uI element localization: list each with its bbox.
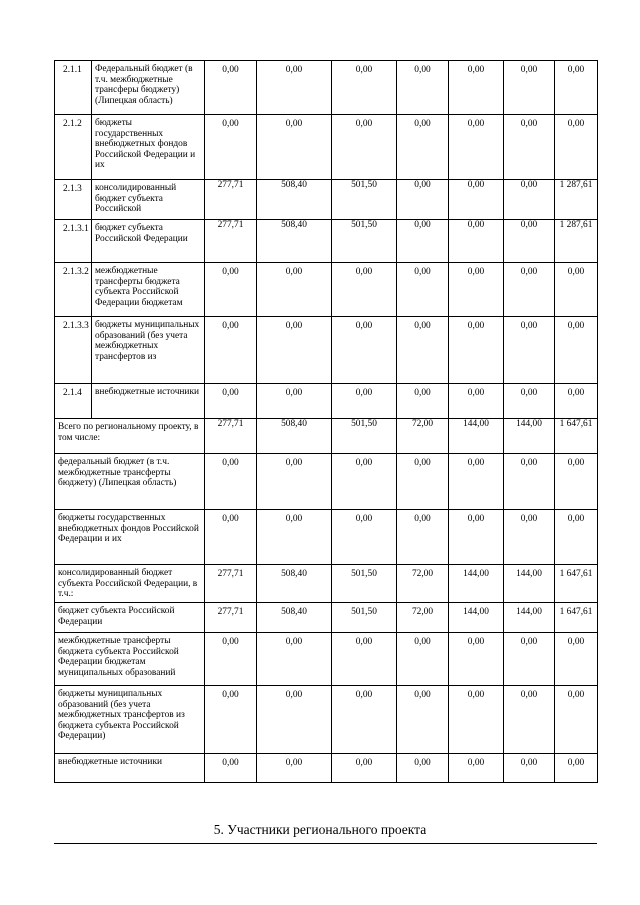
value-cell: 501,50 (332, 603, 397, 633)
value-cell: 0,00 (555, 384, 598, 419)
value-cell: 0,00 (257, 384, 332, 419)
value-cell: 0,00 (504, 454, 555, 510)
value-cell: 72,00 (397, 603, 449, 633)
value-cell: 0,00 (257, 61, 332, 115)
value-cell: 0,00 (449, 220, 504, 263)
value-cell: 72,00 (397, 419, 449, 454)
value-cell: 0,00 (449, 633, 504, 686)
row-name: бюджеты муниципальных образований (без учета межбюджетных трансфертов из (92, 317, 205, 384)
value-cell: 0,00 (332, 61, 397, 115)
value-cell: 144,00 (504, 565, 555, 603)
value-cell: 0,00 (449, 754, 504, 783)
value-cell: 0,00 (504, 263, 555, 317)
value-cell: 72,00 (397, 565, 449, 603)
table-row (55, 754, 598, 783)
value-cell: 0,00 (332, 454, 397, 510)
value-cell: 501,50 (332, 180, 397, 220)
value-cell: 0,00 (555, 263, 598, 317)
value-cell: 508,40 (257, 565, 332, 603)
value-cell: 0,00 (257, 754, 332, 783)
table-row (55, 180, 598, 220)
value-cell: 144,00 (504, 603, 555, 633)
value-cell: 0,00 (397, 510, 449, 565)
value-cell: 0,00 (555, 633, 598, 686)
table-row (55, 384, 598, 419)
value-cell: 508,40 (257, 180, 332, 220)
value-cell: 0,00 (555, 686, 598, 754)
value-cell: 0,00 (257, 633, 332, 686)
value-cell: 144,00 (504, 419, 555, 454)
value-cell: 501,50 (332, 419, 397, 454)
value-cell: 1 287,61 (555, 220, 598, 263)
row-name: внебюджетные источники (92, 384, 205, 419)
value-cell: 0,00 (555, 754, 598, 783)
value-cell: 277,71 (205, 220, 257, 263)
value-cell: 0,00 (397, 454, 449, 510)
value-cell: 0,00 (504, 510, 555, 565)
value-cell: 501,50 (332, 220, 397, 263)
row-code: 2.1.3.1 (55, 220, 92, 263)
value-cell: 0,00 (205, 317, 257, 384)
value-cell: 0,00 (504, 317, 555, 384)
table-row (55, 603, 598, 633)
value-cell: 0,00 (449, 686, 504, 754)
row-name: бюджеты государственных внебюджетных фондов Российской Федерации и их (92, 115, 205, 180)
row-code: 2.1.1 (55, 61, 92, 115)
row-name: Федеральный бюджет (в т.ч. межбюджетные трансферы бюджету) (Липецкая область) (92, 61, 205, 115)
table-row (55, 61, 598, 115)
value-cell: 144,00 (449, 603, 504, 633)
row-name: межбюджетные трансферты бюджета субъекта Российской Федерации бюджетам муниципальных образований (55, 633, 205, 686)
value-cell: 0,00 (205, 754, 257, 783)
value-cell: 0,00 (397, 263, 449, 317)
value-cell: 0,00 (449, 454, 504, 510)
value-cell: 277,71 (205, 603, 257, 633)
row-code: 2.1.3.3 (55, 317, 92, 384)
table-row (55, 510, 598, 565)
row-name: консолидированный бюджет субъекта Российской (92, 180, 205, 220)
value-cell: 0,00 (332, 686, 397, 754)
value-cell: 277,71 (205, 180, 257, 220)
value-cell: 0,00 (449, 510, 504, 565)
value-cell: 0,00 (257, 454, 332, 510)
value-cell: 0,00 (449, 263, 504, 317)
value-cell: 0,00 (397, 180, 449, 220)
table-row (55, 686, 598, 754)
value-cell: 0,00 (257, 686, 332, 754)
value-cell: 0,00 (397, 61, 449, 115)
value-cell: 0,00 (332, 510, 397, 565)
table-row (55, 220, 598, 263)
table-row (55, 419, 598, 454)
value-cell: 0,00 (205, 61, 257, 115)
table-row (55, 565, 598, 603)
value-cell: 0,00 (504, 686, 555, 754)
value-cell: 1 647,61 (555, 603, 598, 633)
value-cell: 0,00 (205, 454, 257, 510)
table-row (55, 317, 598, 384)
value-cell: 0,00 (449, 384, 504, 419)
value-cell: 0,00 (332, 754, 397, 783)
value-cell: 0,00 (504, 220, 555, 263)
row-name: консолидированный бюджет субъекта Российской Федерации, в т.ч.: (55, 565, 205, 603)
value-cell: 0,00 (504, 384, 555, 419)
value-cell: 0,00 (504, 754, 555, 783)
value-cell: 144,00 (449, 419, 504, 454)
section-title: 5. Участники регионального проекта (213, 822, 427, 837)
row-code: 2.1.2 (55, 115, 92, 180)
value-cell: 0,00 (205, 384, 257, 419)
value-cell: 0,00 (332, 317, 397, 384)
value-cell: 501,50 (332, 565, 397, 603)
value-cell: 0,00 (504, 633, 555, 686)
value-cell: 0,00 (205, 510, 257, 565)
value-cell: 508,40 (257, 603, 332, 633)
row-name: бюджет субъекта Российской Федерации (55, 603, 205, 633)
value-cell: 0,00 (332, 263, 397, 317)
value-cell: 0,00 (205, 115, 257, 180)
table-row (55, 115, 598, 180)
row-code: 2.1.3.2 (55, 263, 92, 317)
value-cell: 277,71 (205, 565, 257, 603)
value-cell: 0,00 (397, 633, 449, 686)
value-cell: 0,00 (449, 317, 504, 384)
row-code: 2.1.4 (55, 384, 92, 419)
value-cell: 0,00 (257, 263, 332, 317)
value-cell: 0,00 (504, 61, 555, 115)
value-cell: 0,00 (504, 115, 555, 180)
value-cell: 0,00 (397, 754, 449, 783)
value-cell: 0,00 (205, 686, 257, 754)
value-cell: 0,00 (332, 633, 397, 686)
value-cell: 0,00 (205, 263, 257, 317)
section-divider (54, 843, 597, 844)
row-name: Всего по региональному проекту, в том числе: (55, 419, 205, 454)
value-cell: 144,00 (449, 565, 504, 603)
value-cell: 0,00 (555, 61, 598, 115)
value-cell: 0,00 (257, 317, 332, 384)
row-name: внебюджетные источники (55, 754, 205, 783)
row-name: бюджеты муниципальных образований (без учета межбюджетных трансфертов из бюджета субъекта Российской Федерации) (55, 686, 205, 754)
budget-table (54, 60, 598, 783)
value-cell: 0,00 (257, 115, 332, 180)
row-name: федеральный бюджет (в т.ч. межбюджетные трансферты бюджету) (Липецкая область) (55, 454, 205, 510)
value-cell: 0,00 (332, 115, 397, 180)
value-cell: 508,40 (257, 220, 332, 263)
value-cell: 508,40 (257, 419, 332, 454)
table-row (55, 263, 598, 317)
value-cell: 0,00 (397, 115, 449, 180)
value-cell: 0,00 (449, 61, 504, 115)
value-cell: 0,00 (555, 510, 598, 565)
value-cell: 0,00 (257, 510, 332, 565)
value-cell: 1 647,61 (555, 419, 598, 454)
value-cell: 1 647,61 (555, 565, 598, 603)
value-cell: 0,00 (449, 115, 504, 180)
value-cell: 0,00 (397, 220, 449, 263)
row-code: 2.1.3 (55, 180, 92, 220)
value-cell: 0,00 (332, 384, 397, 419)
row-name: бюджеты государственных внебюджетных фондов Российской Федерации и их (55, 510, 205, 565)
value-cell: 277,71 (205, 419, 257, 454)
value-cell: 1 287,61 (555, 180, 598, 220)
value-cell: 0,00 (397, 686, 449, 754)
value-cell: 0,00 (397, 317, 449, 384)
value-cell: 0,00 (555, 115, 598, 180)
value-cell: 0,00 (397, 384, 449, 419)
value-cell: 0,00 (205, 633, 257, 686)
value-cell: 0,00 (555, 317, 598, 384)
value-cell: 0,00 (449, 180, 504, 220)
row-name: бюджет субъекта Российской Федерации (92, 220, 205, 263)
row-name: межбюджетные трансферты бюджета субъекта Российской Федерации бюджетам (92, 263, 205, 317)
table-row (55, 454, 598, 510)
value-cell: 0,00 (504, 180, 555, 220)
table-row (55, 633, 598, 686)
value-cell: 0,00 (555, 454, 598, 510)
